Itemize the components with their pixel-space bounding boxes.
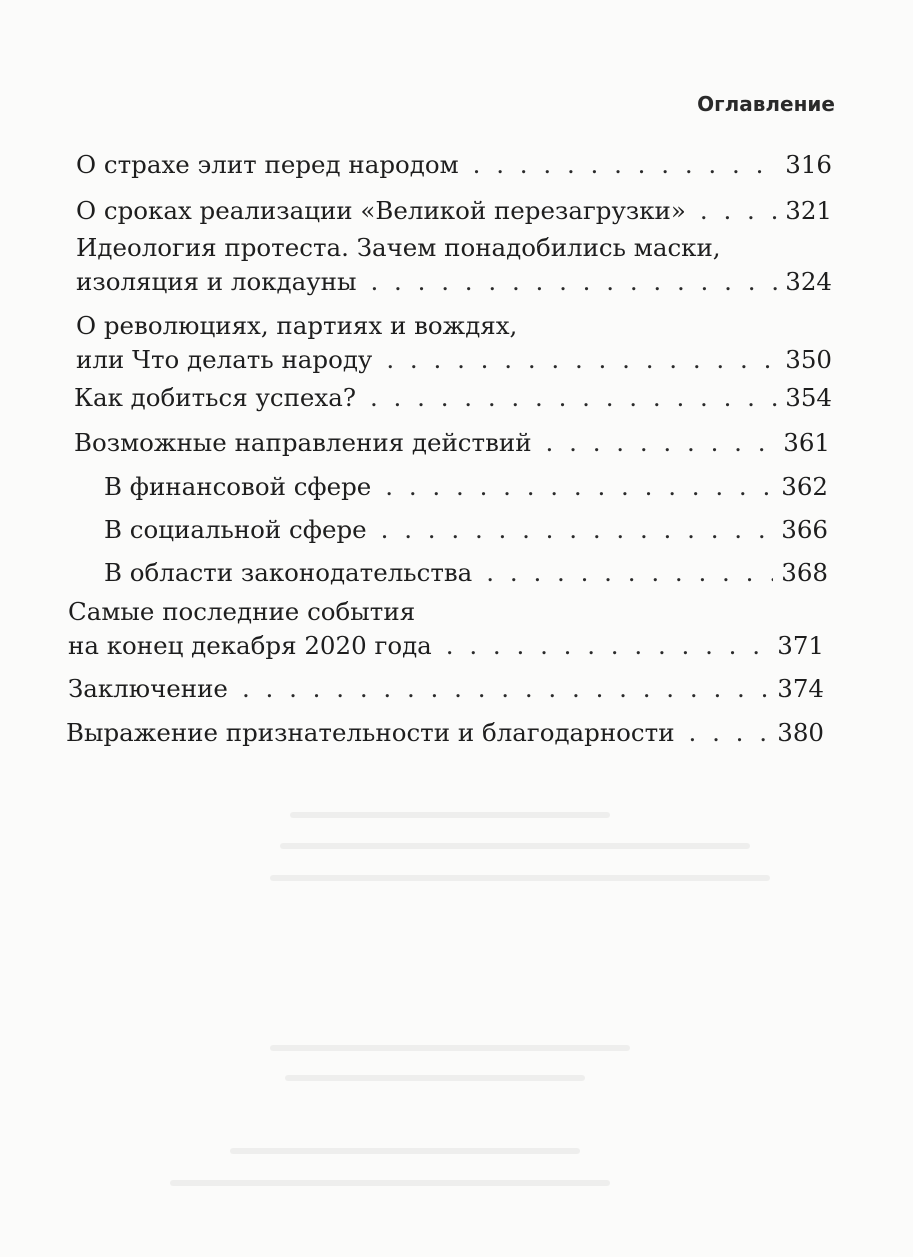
dot-leader bbox=[486, 556, 773, 590]
page-number: 368 bbox=[781, 558, 828, 587]
page-number: 324 bbox=[785, 267, 832, 296]
dot-leader bbox=[386, 343, 777, 377]
show-through-mark bbox=[270, 875, 770, 881]
entry-title: В социальной сфере bbox=[104, 515, 367, 544]
dot-leader bbox=[689, 716, 770, 750]
entry-title: Заключение bbox=[68, 674, 228, 703]
entry-title: О сроках реализации «Великой перезагрузки» bbox=[76, 196, 686, 225]
show-through-mark bbox=[170, 1180, 610, 1186]
page-number: 374 bbox=[777, 674, 824, 703]
toc-entry bbox=[74, 381, 832, 415]
entry-title: Выражение признательности и благодарности bbox=[66, 718, 675, 747]
running-head: Оглавление bbox=[697, 92, 835, 116]
entry-title: Как добиться успеха? bbox=[74, 383, 356, 412]
dot-leader bbox=[242, 672, 769, 706]
toc-entry bbox=[68, 672, 824, 706]
dot-leader bbox=[370, 381, 777, 415]
dot-leader bbox=[370, 265, 777, 299]
toc-entry bbox=[66, 716, 824, 750]
page-number: 350 bbox=[785, 345, 832, 374]
page-number: 361 bbox=[783, 428, 830, 457]
entry-title-continued: или Что делать народу bbox=[76, 345, 373, 374]
entry-title: В области законодательства bbox=[104, 558, 473, 587]
dot-leader bbox=[446, 629, 769, 663]
toc-entry bbox=[76, 194, 832, 228]
entry-title-continued: на конец декабря 2020 года bbox=[68, 631, 432, 660]
dot-leader bbox=[700, 194, 777, 228]
entry-title: Идеология протеста. Зачем понадобились маски, bbox=[76, 233, 721, 262]
toc-entry bbox=[76, 148, 832, 182]
toc-entry bbox=[104, 513, 828, 547]
page-number: 316 bbox=[785, 150, 832, 179]
toc-entry bbox=[76, 309, 832, 377]
show-through-mark bbox=[285, 1075, 585, 1081]
entry-title: В финансовой сфере bbox=[104, 472, 372, 501]
toc-entry bbox=[76, 231, 832, 299]
page-number: 371 bbox=[777, 631, 824, 660]
show-through-mark bbox=[280, 843, 750, 849]
toc-entry bbox=[68, 595, 824, 663]
entry-title: О страхе элит перед народом bbox=[76, 150, 459, 179]
toc-entry bbox=[74, 426, 830, 460]
page-number: 362 bbox=[781, 472, 828, 501]
toc-entry bbox=[104, 556, 828, 590]
entry-title: Возможные направления действий bbox=[74, 428, 532, 457]
dot-leader bbox=[546, 426, 776, 460]
dot-leader bbox=[381, 513, 774, 547]
toc-entry bbox=[104, 470, 828, 504]
dot-leader bbox=[385, 470, 773, 504]
show-through-mark bbox=[270, 1045, 630, 1051]
entry-title: Самые последние события bbox=[68, 597, 416, 626]
show-through-mark bbox=[230, 1148, 580, 1154]
entry-title-continued: изоляция и локдауны bbox=[76, 267, 357, 296]
dot-leader bbox=[473, 148, 778, 182]
entry-title: О революциях, партиях и вождях, bbox=[76, 311, 518, 340]
page-number: 366 bbox=[781, 515, 828, 544]
show-through-mark bbox=[290, 812, 610, 818]
page-number: 380 bbox=[777, 718, 824, 747]
page-number: 354 bbox=[785, 383, 832, 412]
page-number: 321 bbox=[785, 196, 832, 225]
